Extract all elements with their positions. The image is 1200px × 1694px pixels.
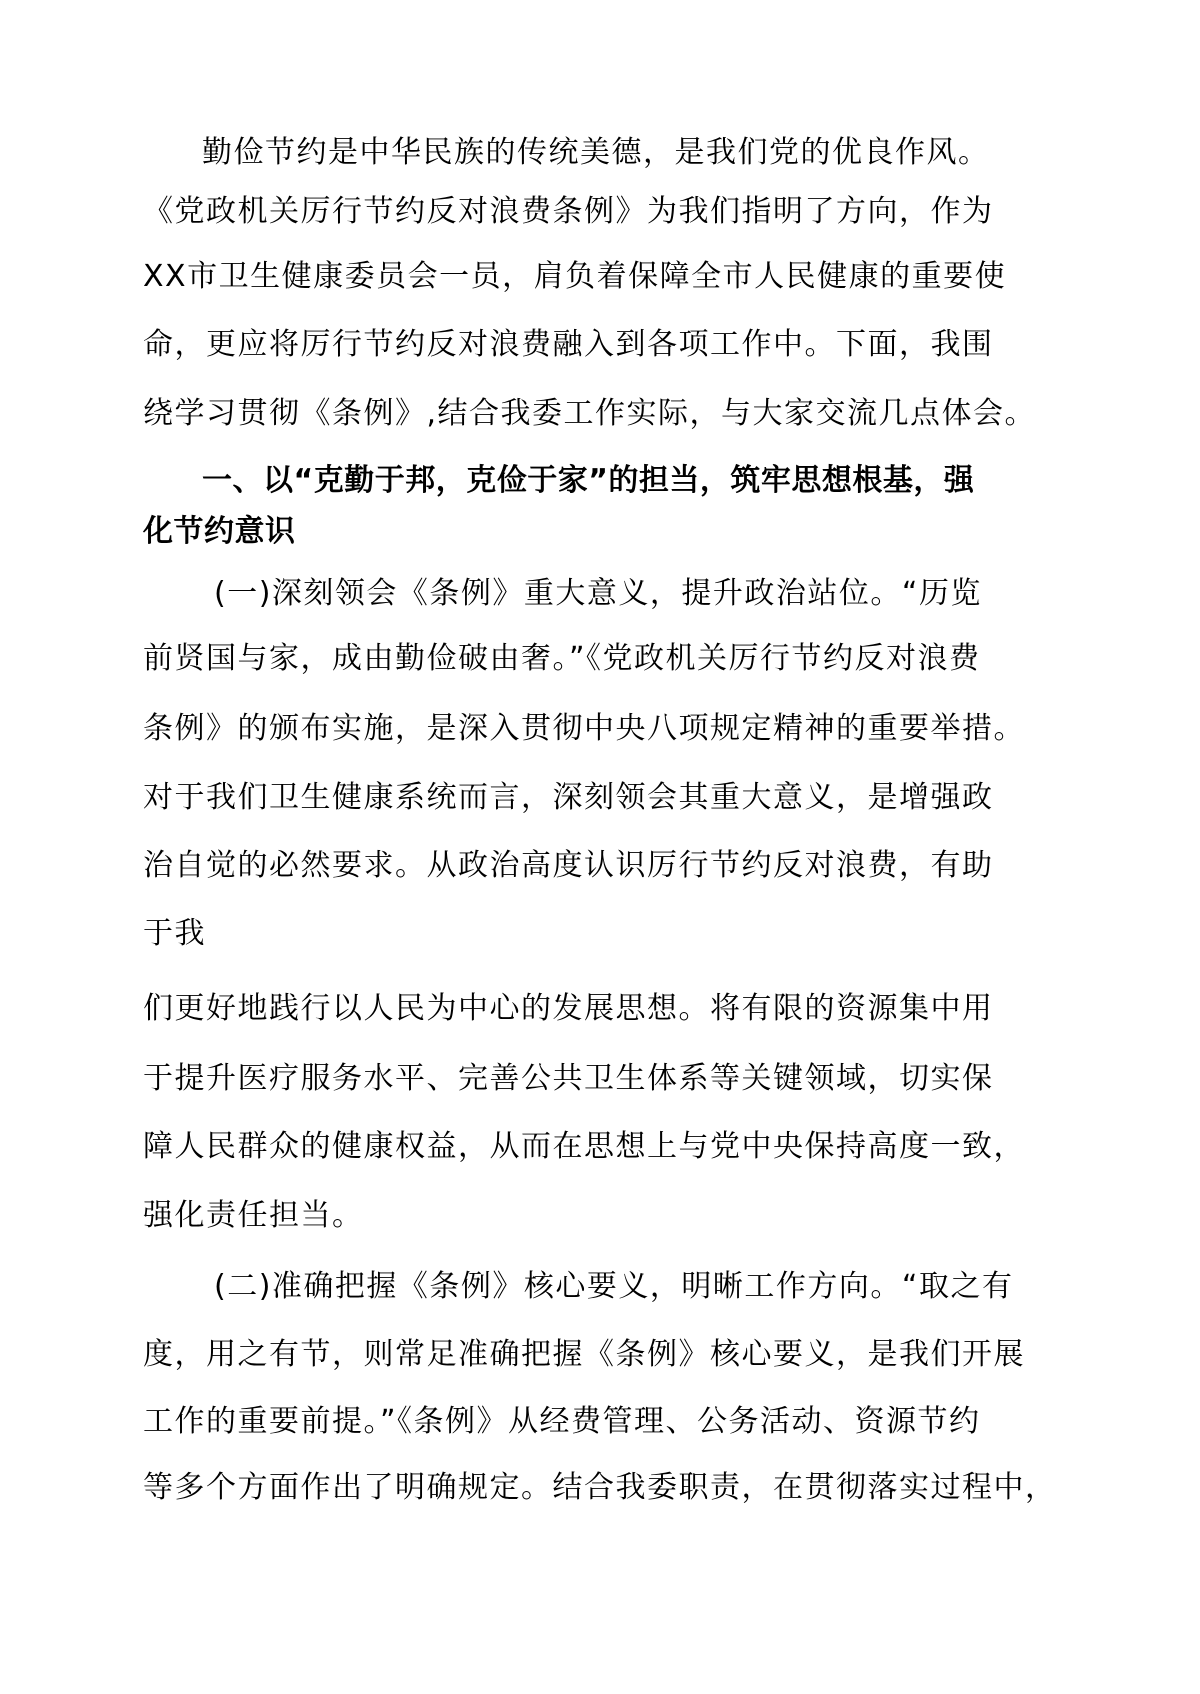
section-heading-line-2: 化节约意识 <box>143 514 296 549</box>
paragraph-3-line-3: 障人民群众的健康权益，从而在思想上与党中央保持高度一致， <box>143 1129 1025 1164</box>
paragraph-3-line-4: 强化责任担当。 <box>143 1198 364 1233</box>
paragraph-1-line-5: 绕学习贯彻《条例》,结合我委工作实际，与大家交流几点体会。 <box>143 396 1037 431</box>
paragraph-3-line-1: 们更好地践行以人民为中心的发展思想。将有限的资源集中用 <box>143 991 994 1026</box>
section-heading-line-1: 一、以“克勤于邦，克俭于家”的担当，筑牢思想根基，强 <box>202 463 975 498</box>
paragraph-2-line-5: 治自觉的必然要求。从政治高度认识厉行节约反对浪费，有助 <box>143 848 994 883</box>
paragraph-4-line-1: (二)准确把握《条例》核心要义，明晰工作方向。“取之有 <box>214 1269 1014 1304</box>
paragraph-4-line-4: 等多个方面作出了明确规定。结合我委职责，在贯彻落实过程中， <box>143 1470 1057 1505</box>
paragraph-2-line-6: 于我 <box>143 916 206 951</box>
paragraph-2-line-1: (一)深刻领会《条例》重大意义，提升政治站位。“历览 <box>214 576 982 611</box>
paragraph-3-line-2: 于提升医疗服务水平、完善公共卫生体系等关键领域，切实保 <box>143 1061 994 1096</box>
paragraph-2-line-4: 对于我们卫生健康系统而言，深刻领会其重大意义，是增强政 <box>143 780 994 815</box>
paragraph-2-line-3: 条例》的颁布实施，是深入贯彻中央八项规定精神的重要举措。 <box>143 711 1025 746</box>
paragraph-2-line-2: 前贤国与家，成由勤俭破由奢。”《党政机关厉行节约反对浪费 <box>143 641 981 676</box>
paragraph-4-line-3: 工作的重要前提。”《条例》从经费管理、公务活动、资源节约 <box>143 1404 981 1439</box>
paragraph-1-line-3: XX市卫生健康委员会一员，肩负着保障全市人民健康的重要使 <box>143 259 1007 294</box>
paragraph-1-line-1: 勤俭节约是中华民族的传统美德，是我们党的优良作风。 <box>202 135 990 170</box>
paragraph-1-line-2: 《党政机关厉行节约反对浪费条例》为我们指明了方向，作为 <box>143 194 994 229</box>
paragraph-1-line-4: 命，更应将厉行节约反对浪费融入到各项工作中。下面，我围 <box>143 327 994 362</box>
paragraph-4-line-2: 度，用之有节，则常足准确把握《条例》核心要义，是我们开展 <box>143 1337 1025 1372</box>
